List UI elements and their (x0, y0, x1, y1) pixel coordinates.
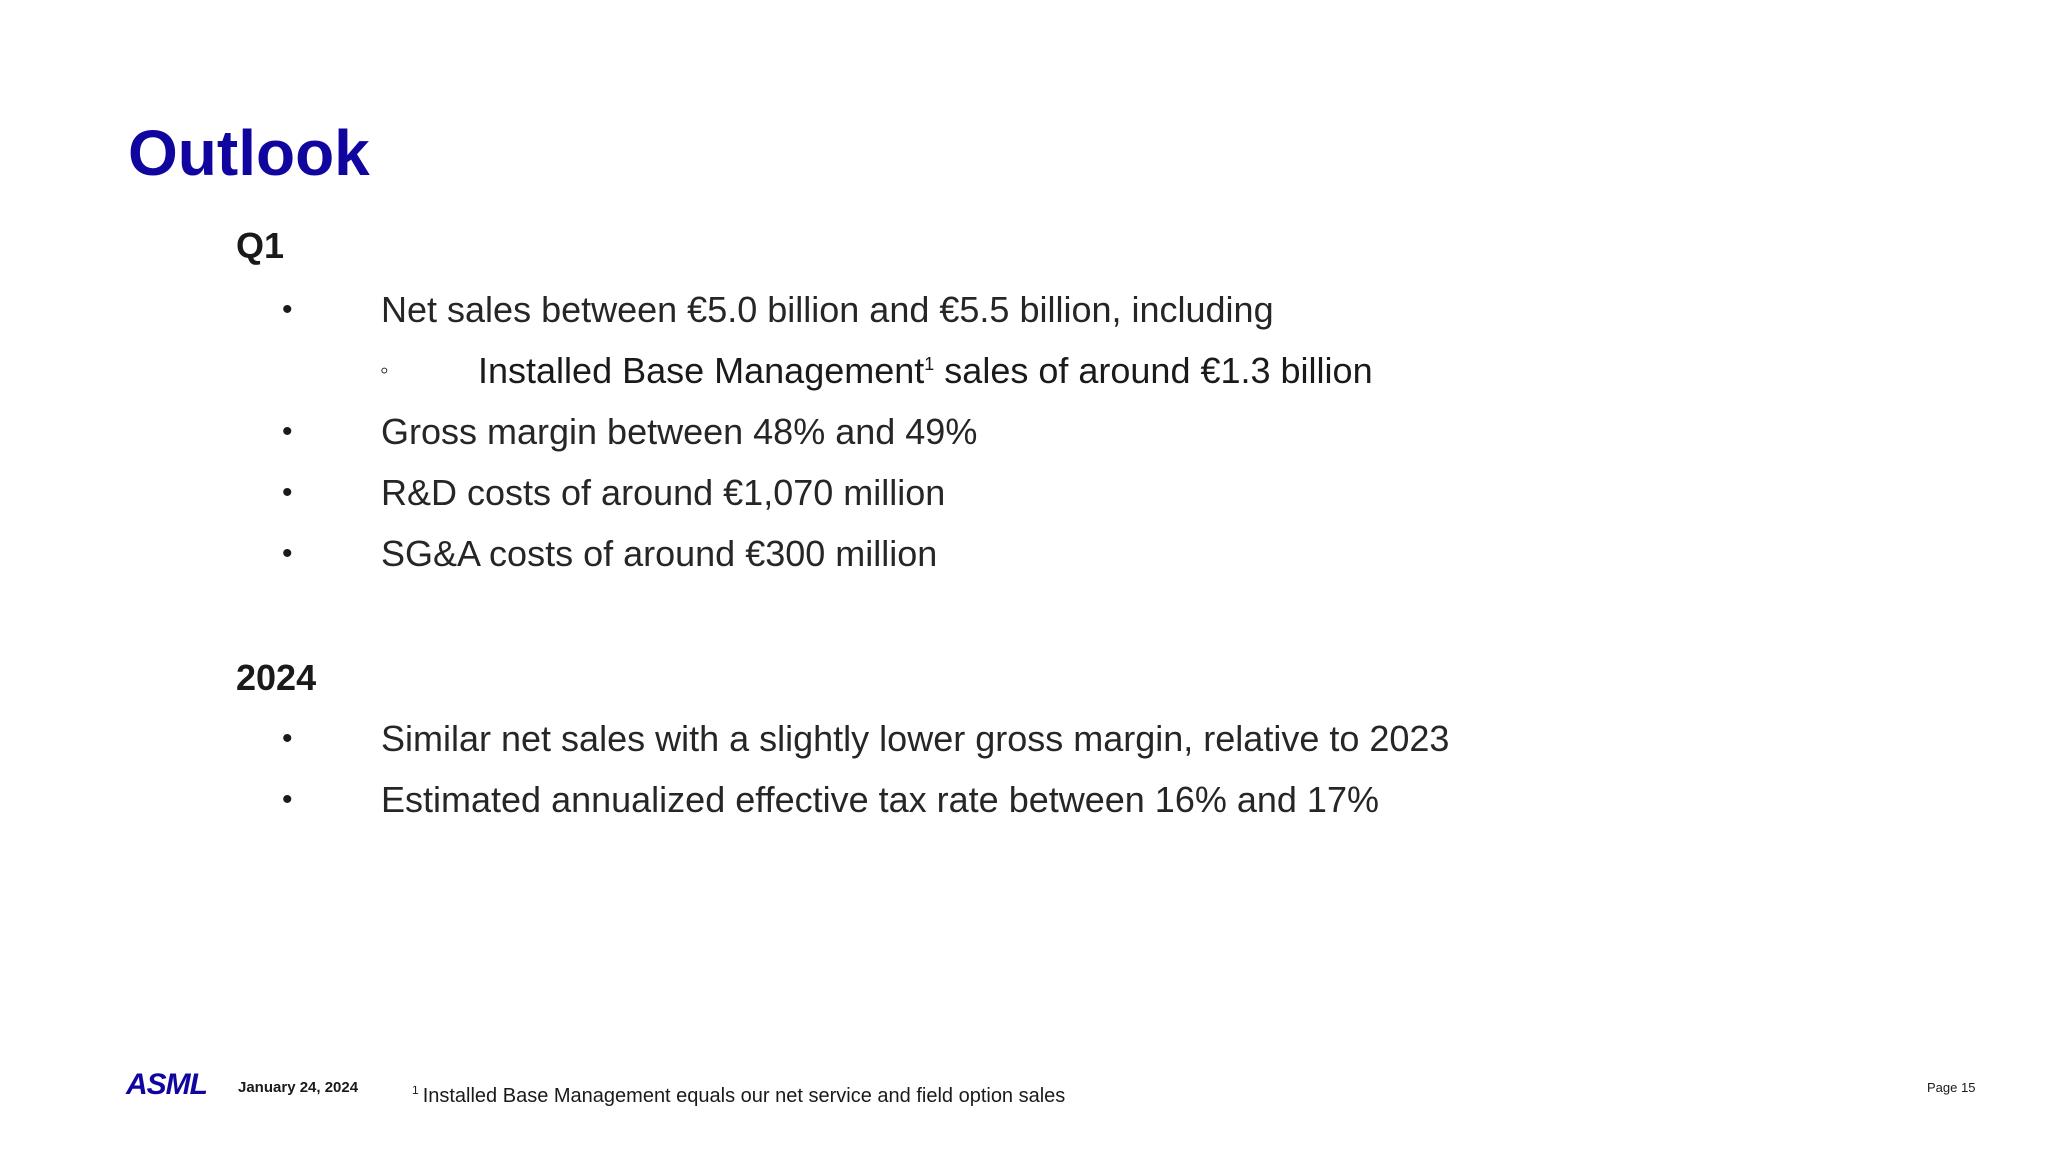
sub-list-item (0, 346, 2048, 396)
sub-bullet-text-end: sales of around €1.3 billion (934, 350, 1373, 391)
sub-bullet-text-start: Installed Base Management (478, 350, 925, 391)
footnote (412, 1086, 1065, 1106)
list-item (0, 407, 2048, 457)
list-item (0, 468, 2048, 518)
section-heading-q1: Q1 (236, 225, 285, 266)
bullet-text: Gross margin between 48% and 49% (381, 411, 978, 452)
bullet-icon: • (282, 476, 293, 509)
footnote-text: Installed Base Management equals our net service and field option sales (422, 1086, 1066, 1106)
bullet-text: Net sales between €5.0 billion and €5.5 billion, including (381, 289, 1274, 330)
bullet-text: Similar net sales with a slightly lower gross margin, relative to 2023 (381, 718, 1450, 759)
bullet-icon: • (282, 293, 293, 326)
sub-bullet-text (478, 346, 1373, 396)
bullet-text: Estimated annualized effective tax rate between 16% and 17% (381, 779, 1379, 820)
sub-bullet-icon: ◦ (380, 357, 389, 384)
footnote-mark: 1 (412, 1086, 419, 1098)
list-item (0, 529, 2048, 579)
page-number: Page 15 (1927, 1080, 1976, 1095)
bullet-text: R&D costs of around €1,070 million (381, 472, 946, 513)
bullet-icon: • (282, 722, 293, 755)
bullet-text: SG&A costs of around €300 million (381, 533, 938, 574)
bullet-icon: • (282, 537, 293, 570)
bullet-icon: • (282, 783, 293, 816)
asml-logo: ASML (126, 1068, 207, 1101)
slide-title: Outlook (128, 117, 370, 189)
bullet-icon: • (282, 415, 293, 448)
list-item (0, 285, 2048, 335)
section-heading-2024: 2024 (236, 657, 317, 698)
footnote-reference: 1 (924, 354, 935, 374)
list-item (0, 775, 2048, 825)
list-item (0, 714, 2048, 764)
footer-date: January 24, 2024 (238, 1079, 359, 1096)
